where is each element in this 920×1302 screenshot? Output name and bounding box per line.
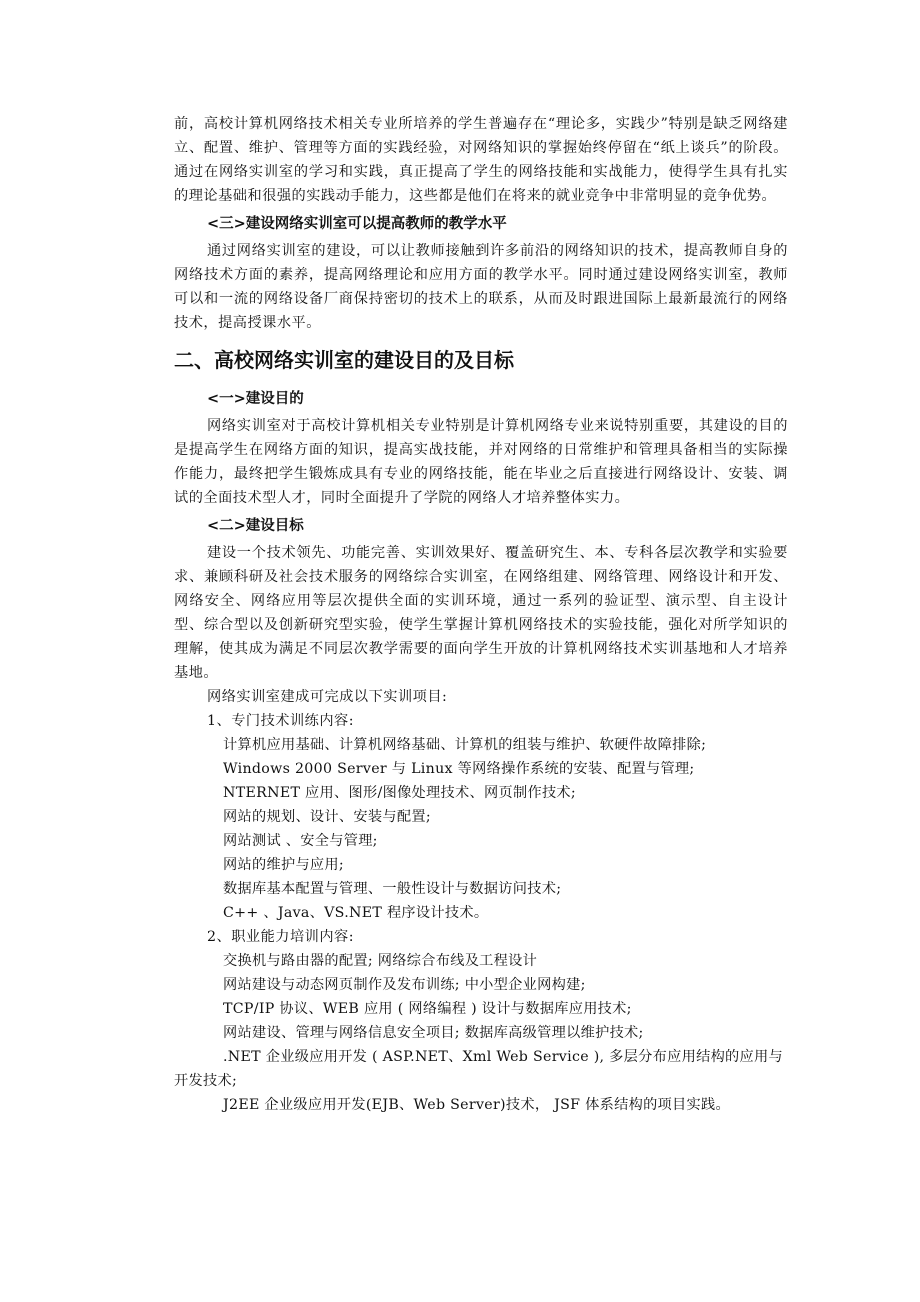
list-item: 数据库基本配置与管理、一般性设计与数据访问技术;: [223, 881, 562, 897]
subsection-heading-3: <三>建设网络实训室可以提高教师的教学水平: [207, 216, 507, 232]
subsection-heading-1: <一>建设目的: [207, 391, 304, 407]
section-heading-2: 二、高校网络实训室的建设目的及目标: [174, 348, 514, 372]
list-item: TCP/IP 协议、WEB 应用 ( 网络编程 ) 设计与数据库应用技术;: [223, 1001, 632, 1017]
list-item: .NET 企业级应用开发 ( ASP.NET、Xml Web Service ), 多层分布应用结构的应用与开发技术;: [174, 1049, 784, 1089]
subsection-heading-2: <二>建设目标: [207, 518, 304, 534]
document-page: [174, 112, 788, 1117]
list-group-title-1: 1、专门技术训练内容:: [207, 713, 354, 729]
list-item: 计算机应用基础、计算机网络基础、计算机的组装与维护、软硬件故障排除;: [223, 737, 707, 753]
list-item: NTERNET 应用、图形/图像处理技术、网页制作技术;: [223, 785, 576, 801]
list-item: 网站建设与动态网页制作及发布训练; 中小型企业网构建;: [223, 977, 586, 993]
purpose-paragraph: 网络实训室对于高校计算机相关专业特别是计算机网络专业来说特别重要，其建设的目的是提高学生在网络方面的知识，提高实战技能，并对网络的日常维护和管理具备相当的实际操作能力，最终把学生锻炼成具有专业的网络技能，能在毕业之后直接进行网络设计、安装、调试的全面技术型人才，同时全面提升了学院的网络人才培养整体实力。: [174, 418, 788, 506]
subsection-paragraph-3: 通过网络实训室的建设，可以让教师接触到许多前沿的网络知识的技术，提高教师自身的网络技术方面的素养，提高网络理论和应用方面的教学水平。同时通过建设网络实训室，教师可以和一流的网络设备厂商保持密切的技术上的联系，从而及时跟进国际上最新最流行的网络技术，提高授课水平。: [174, 243, 788, 331]
list-item: 网站的维护与应用;: [223, 857, 344, 873]
goals-paragraph: 建设一个技术领先、功能完善、实训效果好、覆盖研究生、本、专科各层次教学和实验要求、兼顾科研及社会技术服务的网络综合实训室，在网络组建、网络管理、网络设计和开发、网络安全、网络应用等层次提供全面的实训环境，通过一系列的验证型、演示型、自主设计型、综合型以及创新研究型实验，使学生掌握计算机网络技术的实验技能，强化对所学知识的理解，使其成为满足不同层次教学需要的面向学生开放的计算机网络技术实训基地和人才培养基地。: [174, 545, 788, 681]
list-item: J2EE 企业级应用开发(EJB、Web Server)技术， JSF 体系结构的项目实践。: [223, 1097, 730, 1113]
list-item: 网站建设、管理与网络信息安全项目; 数据库高级管理以维护技术;: [223, 1025, 644, 1041]
list-item: C++ 、Java、VS.NET 程序设计技术。: [223, 905, 489, 921]
list-item: 交换机与路由器的配置; 网络综合布线及工程设计: [223, 953, 538, 969]
list-group-title-2: 2、职业能力培训内容:: [207, 929, 354, 945]
list-item: 网站测试 、安全与管理;: [223, 833, 378, 849]
list-item: 网站的规划、设计、安装与配置;: [223, 809, 431, 825]
projects-intro: 网络实训室建成可完成以下实训项目:: [207, 689, 448, 705]
list-item: Windows 2000 Server 与 Linux 等网络操作系统的安装、配置与管理;: [223, 761, 695, 777]
intro-paragraph: 前，高校计算机网络技术相关专业所培养的学生普遍存在“理论多，实践少”特别是缺乏网络建立、配置、维护、管理等方面的实践经验，对网络知识的掌握始终停留在“纸上谈兵”的阶段。通过在网络实训室的学习和实践，真正提高了学生的网络技能和实战能力，使得学生具有扎实的理论基础和很强的实践动手能力，这些都是他们在将来的就业竞争中非常明显的竞争优势。: [174, 116, 788, 204]
